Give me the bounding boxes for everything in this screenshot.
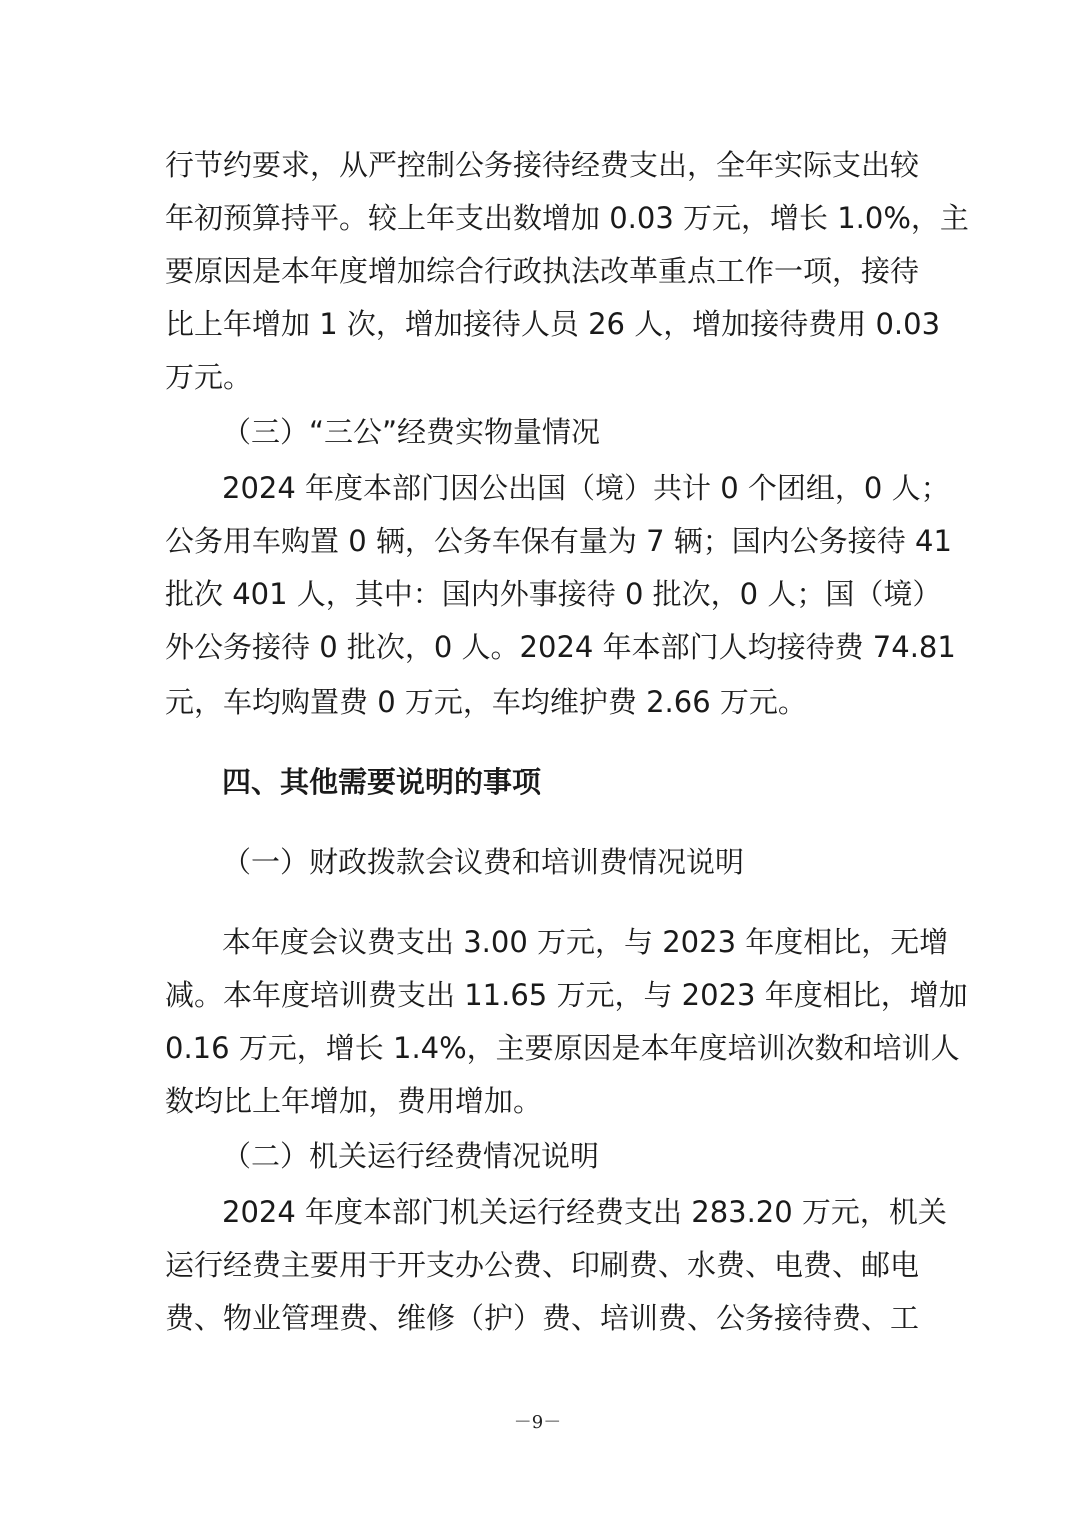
body-text-line: 2024 年度本部门机关运行经费支出 283.20 万元，机关 xyxy=(222,1195,947,1229)
section-heading: （三）“三公”经费实物量情况 xyxy=(222,415,601,449)
body-text-line: 费、物业管理费、维修（护）费、培训费、公务接待费、工 xyxy=(165,1301,920,1335)
section-heading: （一）财政拨款会议费和培训费情况说明 xyxy=(222,845,745,879)
section-heading: （二）机关运行经费情况说明 xyxy=(222,1139,600,1173)
body-text-line: 比上年增加 1 次，增加接待人员 26 人，增加接待费用 0.03 xyxy=(165,307,941,341)
body-text-line: 0.16 万元，增长 1.4%，主要原因是本年度培训次数和培训人 xyxy=(165,1031,960,1065)
body-text-line: 运行经费主要用于开支办公费、印刷费、水费、电费、邮电 xyxy=(165,1248,920,1282)
body-text-line: 万元。 xyxy=(165,360,253,394)
body-text-line: 公务用车购置 0 辆，公务车保有量为 7 辆；国内公务接待 41 xyxy=(165,524,952,558)
body-text-line: 元，车均购置费 0 万元，车均维护费 2.66 万元。 xyxy=(165,685,807,719)
body-text-line: 数均比上年增加，费用增加。 xyxy=(165,1084,543,1118)
body-text-line: 本年度会议费支出 3.00 万元，与 2023 年度相比，无增 xyxy=(222,925,949,959)
body-text-line: 年初预算持平。较上年支出数增加 0.03 万元，增长 1.0%，主 xyxy=(165,201,969,235)
chapter-heading: 四、其他需要说明的事项 xyxy=(222,765,542,799)
body-text-line: 批次 401 人，其中：国内外事接待 0 批次，0 人；国（境） xyxy=(165,577,942,611)
page-number: －9－ xyxy=(513,1412,562,1433)
body-text-line: 减。本年度培训费支出 11.65 万元，与 2023 年度相比，增加 xyxy=(165,978,968,1012)
body-text-line: 要原因是本年度增加综合行政执法改革重点工作一项，接待 xyxy=(165,254,920,288)
body-text-line: 行节约要求，从严控制公务接待经费支出，全年实际支出较 xyxy=(165,148,920,182)
body-text-line: 外公务接待 0 批次，0 人。2024 年本部门人均接待费 74.81 xyxy=(165,630,956,664)
body-text-line: 2024 年度本部门因公出国（境）共计 0 个团组，0 人； xyxy=(222,471,950,505)
